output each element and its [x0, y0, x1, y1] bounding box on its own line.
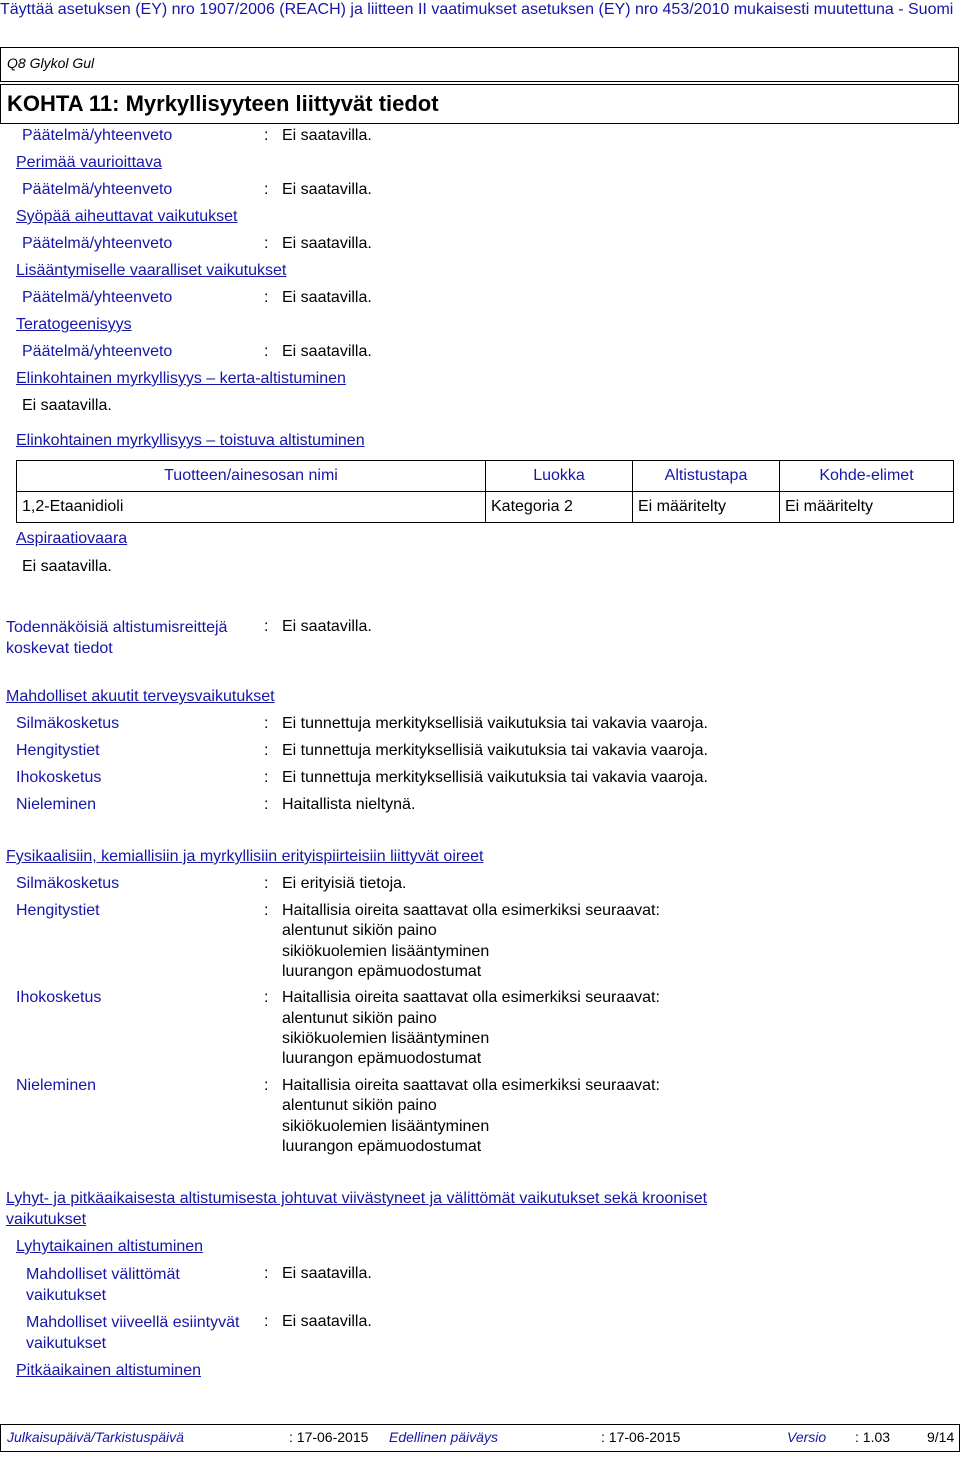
colon: :: [264, 875, 269, 892]
symptom-line: sikiökuolemien lisääntyminen: [282, 1030, 490, 1047]
symptom-label: Ihokosketus: [16, 989, 102, 1006]
symptom-value: Ei erityisiä tietoja.: [282, 875, 407, 892]
colon: :: [264, 1077, 269, 1094]
table-row: [17, 492, 954, 523]
colon: :: [264, 902, 269, 919]
conclusion-value: Ei saatavilla.: [282, 343, 372, 360]
product-box: [0, 47, 959, 82]
product-name: Q8 Glykol Gul: [7, 55, 95, 71]
version-value: : 1.03: [855, 1429, 891, 1445]
colon: :: [264, 127, 269, 144]
colon: :: [264, 989, 269, 1006]
table-header-cell: Kohde-elimet: [780, 461, 954, 492]
symptoms-heading: Fysikaalisiin, kemiallisiin ja myrkyllisiin erityispiirteisiin liittyvät oireet: [6, 848, 484, 865]
colon: :: [264, 796, 269, 813]
table-cell: Ei määritelty: [780, 492, 954, 523]
page-number: 9/14: [927, 1429, 955, 1445]
publication-date-label: Julkaisupäivä/Tarkistuspäivä: [7, 1429, 184, 1445]
delayed-heading-cont: vaikutukset: [6, 1211, 87, 1228]
acute-label: Nieleminen: [16, 796, 97, 813]
conclusion-label: Päätelmä/yhteenveto: [22, 343, 173, 360]
conclusion-label: Päätelmä/yhteenveto: [22, 235, 173, 252]
symptom-line: sikiökuolemien lisääntyminen: [282, 943, 490, 960]
table-cell: 1,2-Etaanidioli: [17, 492, 486, 523]
section-title: KOHTA 11: Myrkyllisyyteen liittyvät tiedot: [7, 91, 439, 116]
acute-value: Ei tunnettuja merkityksellisiä vaikutuksia tai vakavia vaaroja.: [282, 715, 708, 732]
acute-label: Hengitystiet: [16, 742, 100, 759]
aspiration-heading: Aspiraatiovaara: [16, 530, 128, 547]
stot-single-value: Ei saatavilla.: [22, 397, 112, 414]
table-header-cell: Luokka: [486, 461, 633, 492]
immediate-effects-value: Ei saatavilla.: [282, 1265, 372, 1282]
conclusion-value: Ei saatavilla.: [282, 181, 372, 198]
symptom-label: Nieleminen: [16, 1077, 97, 1094]
acute-label: Ihokosketus: [16, 769, 102, 786]
acute-label: Silmäkosketus: [16, 715, 120, 732]
conclusion-label: Päätelmä/yhteenveto: [22, 181, 173, 198]
stot-table: [16, 460, 954, 523]
acute-value: Ei tunnettuja merkityksellisiä vaikutuksia tai vakavia vaaroja.: [282, 742, 708, 759]
conclusion-label: Päätelmä/yhteenveto: [22, 289, 173, 306]
table-header-row: [17, 461, 954, 492]
carcinogenicity-heading: Syöpää aiheuttavat vaikutukset: [16, 208, 238, 225]
colon: :: [264, 618, 269, 635]
long-term-heading: Pitkäaikainen altistuminen: [16, 1362, 201, 1379]
symptom-label: Silmäkosketus: [16, 875, 120, 892]
symptom-line: luurangon epämuodostumat: [282, 963, 482, 980]
conclusion-value: Ei saatavilla.: [282, 235, 372, 252]
symptom-line: alentunut sikiön paino: [282, 922, 437, 939]
table-cell: Kategoria 2: [486, 492, 633, 523]
version-label: Versio: [787, 1429, 827, 1445]
symptom-line: alentunut sikiön paino: [282, 1097, 437, 1114]
table-header-cell: Tuotteen/ainesosan nimi: [17, 461, 486, 492]
routes-label: Todennäköisiä altistumisreittejä koskevat tiedot: [6, 619, 228, 657]
colon: :: [264, 343, 269, 360]
stot-repeated-heading: Elinkohtainen myrkyllisyys – toistuva altistuminen: [16, 432, 365, 449]
acute-heading: Mahdolliset akuutit terveysvaikutukset: [6, 688, 275, 705]
short-term-heading: Lyhytaikainen altistuminen: [16, 1238, 204, 1255]
previous-date-value: : 17-06-2015: [601, 1429, 681, 1445]
colon: :: [264, 715, 269, 732]
conclusion-value: Ei saatavilla.: [282, 127, 372, 144]
colon: :: [264, 1265, 269, 1282]
aspiration-value: Ei saatavilla.: [22, 558, 112, 575]
colon: :: [264, 742, 269, 759]
conclusion-value: Ei saatavilla.: [282, 289, 372, 306]
symptom-line: sikiökuolemien lisääntyminen: [282, 1118, 490, 1135]
regulation-header: Täyttää asetuksen (EY) nro 1907/2006 (REACH) ja liitteen II vaatimukset asetuksen (EY) nro 453/2010 mukaisesti muutettuna - Suomi: [0, 1, 954, 18]
symptom-line: alentunut sikiön paino: [282, 1010, 437, 1027]
acute-value: Ei tunnettuja merkityksellisiä vaikutuksia tai vakavia vaaroja.: [282, 769, 708, 786]
routes-value: Ei saatavilla.: [282, 618, 372, 635]
symptom-label: Hengitystiet: [16, 902, 100, 919]
delayed-effects-label: Mahdolliset viiveellä esiintyvät vaikutukset: [26, 1314, 240, 1352]
symptom-line: Haitallisia oireita saattavat olla esimerkiksi seuraavat:: [282, 1077, 660, 1094]
symptom-line: luurangon epämuodostumat: [282, 1138, 482, 1155]
colon: :: [264, 235, 269, 252]
colon: :: [264, 289, 269, 306]
stot-single-heading: Elinkohtainen myrkyllisyys – kerta-altistuminen: [16, 370, 346, 387]
delayed-effects-value: Ei saatavilla.: [282, 1313, 372, 1330]
symptom-line: Haitallisia oireita saattavat olla esimerkiksi seuraavat:: [282, 902, 660, 919]
immediate-effects-label: Mahdolliset välittömät vaikutukset: [26, 1266, 180, 1304]
section-title-box: [0, 84, 959, 124]
germ-cell-heading: Perimää vaurioittava: [16, 154, 162, 171]
colon: :: [264, 181, 269, 198]
reproductive-heading: Lisääntymiselle vaaralliset vaikutukset: [16, 262, 287, 279]
colon: :: [264, 1313, 269, 1330]
table-cell: Ei määritelty: [633, 492, 780, 523]
teratogenicity-heading: Teratogeenisyys: [16, 316, 132, 333]
table-header-cell: Altistustapa: [633, 461, 780, 492]
footer: [0, 1424, 960, 1452]
publication-date-value: : 17-06-2015: [289, 1429, 369, 1445]
delayed-heading: Lyhyt- ja pitkäaikaisesta altistumisesta johtuvat viivästyneet ja välittömät vaikutukset sekä krooniset: [6, 1190, 708, 1207]
colon: :: [264, 769, 269, 786]
acute-value: Haitallista nieltynä.: [282, 796, 416, 813]
symptom-line: luurangon epämuodostumat: [282, 1050, 482, 1067]
symptom-line: Haitallisia oireita saattavat olla esimerkiksi seuraavat:: [282, 989, 660, 1006]
previous-date-label: Edellinen päiväys: [389, 1429, 498, 1445]
conclusion-label: Päätelmä/yhteenveto: [22, 127, 173, 144]
